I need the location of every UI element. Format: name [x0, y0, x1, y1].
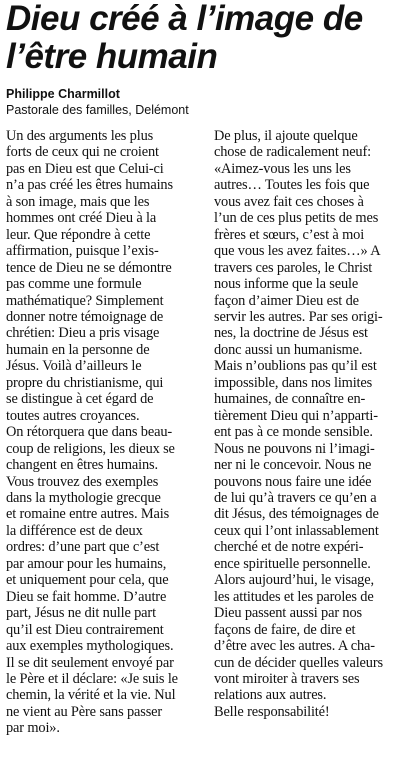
body-text-line: par moi».: [6, 720, 60, 737]
body-text-line: relations aux autres.: [214, 687, 327, 704]
body-text-line: part, Jésus ne dit nulle part: [6, 605, 156, 622]
body-text-line: Dieu passent aussi par nos: [214, 605, 362, 622]
body-text-line: Nous ne pouvons ni l’imagi-: [214, 440, 375, 457]
article-title-line: l’être humain: [6, 37, 218, 76]
body-text-line: travers ces paroles, le Christ: [214, 259, 373, 276]
body-text-line: nes, la doctrine de Jésus est: [214, 325, 368, 342]
text-column-left: [6, 128, 199, 737]
body-text-line: les attitudes et les paroles de: [214, 588, 374, 605]
body-text-line: donc aussi un humanisme.: [214, 341, 363, 358]
body-text-line: et uniquement pour cela, que: [6, 572, 169, 589]
body-text-line: coup de religions, les dieux se: [6, 440, 175, 457]
body-text-line: pas comme une formule: [6, 276, 142, 293]
body-text-line: qu’il est Dieu contrairement: [6, 621, 164, 638]
body-text-line: nous informe que la seule: [214, 276, 359, 293]
body-text-line: dit Jésus, des témoignages de: [214, 506, 379, 523]
body-text-line: ent pas à ce monde sensible.: [214, 424, 373, 441]
body-text-line: n’a pas créé les êtres humains: [6, 177, 173, 194]
body-text-line: façons de faire, de dire et: [214, 621, 356, 638]
body-text-line: la différence est de deux: [6, 522, 143, 539]
body-text-line: pouvons nous faire une idée: [214, 473, 372, 490]
text-column-right: [214, 128, 414, 720]
body-text-line: ner ni le concevoir. Nous ne: [214, 457, 372, 474]
body-text-line: tence de Dieu ne se démontre: [6, 259, 172, 276]
body-text-line: et romaine entre autres. Mais: [6, 506, 170, 523]
body-text-line: que vous les avez faites…» A: [214, 243, 381, 260]
body-text-line: vont miroiter à travers ses: [214, 670, 360, 687]
body-text-line: ceux qui l’ont inlassablement: [214, 522, 379, 539]
body-text-line: Il se dit seulement envoyé par: [6, 654, 174, 671]
body-text-line: affirmation, puisque l’exis-: [6, 243, 159, 260]
body-text-line: servir les autres. Par ses origi-: [214, 308, 383, 325]
article-title-line: Dieu créé à l’image de: [6, 0, 363, 38]
body-text-line: ne vient au Père sans passer: [6, 703, 163, 720]
body-text-line: le Père et il déclare: «Je suis le: [6, 670, 178, 687]
body-text-line: autres… Toutes les fois que: [214, 177, 370, 194]
author-role: Pastorale des familles, Delémont: [6, 103, 189, 117]
body-text-line: hommes ont créé Dieu à la: [6, 210, 157, 227]
body-text-line: d’être avec les autres. A cha-: [214, 638, 375, 655]
article-title: [6, 0, 418, 76]
body-text-line: chose de radicalement neuf:: [214, 144, 371, 161]
body-text-line: chemin, la vérité et la vie. Nul: [6, 687, 176, 704]
body-text-line: cun de décider quelles valeurs: [214, 654, 383, 671]
body-text-line: par amour pour les humains,: [6, 555, 167, 572]
body-text-line: Jésus. Voilà d’ailleurs le: [6, 358, 142, 375]
body-text-line: façon d’aimer Dieu est de: [214, 292, 359, 309]
byline: [6, 86, 416, 118]
body-text-line: dans la mythologie grecque: [6, 489, 161, 506]
body-text-line: Mais n’oublions pas qu’il est: [214, 358, 377, 375]
body-text-line: l’un de ces plus petits de mes: [214, 210, 379, 227]
body-text-line: à son image, mais que les: [6, 193, 150, 210]
body-text-line: Un des arguments les plus: [6, 128, 154, 144]
author-name: Philippe Charmillot: [6, 87, 120, 101]
body-text-line: donner notre témoignage de: [6, 308, 164, 325]
body-text-line: impossible, dans nos limites: [214, 374, 373, 391]
body-text-line: humain en la personne de: [6, 341, 150, 358]
body-text-line: ordres: d’une part que c’est: [6, 539, 160, 556]
body-text-line: frères et sœurs, c’est à moi: [214, 226, 365, 243]
body-text-line: propre du christianisme, qui: [6, 374, 164, 391]
body-text-line: On rétorquera que dans beau-: [6, 424, 173, 441]
body-text-line: pas en Dieu est que Celui-ci: [6, 160, 164, 177]
body-text-line: cherché et de notre expéri-: [214, 539, 364, 556]
body-text-line: se distingue à cet égard de: [6, 391, 154, 408]
body-text-line: «Aimez-vous les uns les: [214, 160, 351, 177]
body-text-line: forts de ceux qui ne croient: [6, 144, 159, 161]
body-text-line: Alors aujourd’hui, le visage,: [214, 572, 374, 589]
body-text-line: vous avez fait ces choses à: [214, 193, 364, 210]
body-text-line: tièrement Dieu qui n’apparti-: [214, 407, 378, 424]
body-text-line: leur. Que répondre à cette: [6, 226, 151, 243]
body-text-line: toutes autres croyances.: [6, 407, 140, 424]
body-text-line: de lui qu’à travers ce qu’en a: [214, 489, 377, 506]
body-text-line: changent en êtres humains.: [6, 457, 158, 474]
body-text-line: Dieu se fait homme. D’autre: [6, 588, 167, 605]
body-text-line: chrétien: Dieu a pris visage: [6, 325, 160, 342]
body-text-line: ence spirituelle personnelle.: [214, 555, 371, 572]
body-text-line: humaines, de connaître en-: [214, 391, 366, 408]
body-text-line: Vous trouvez des exemples: [6, 473, 159, 490]
body-text-line: mathématique? Simplement: [6, 292, 164, 309]
body-text-line: aux exemples mythologiques.: [6, 638, 174, 655]
body-text-line: De plus, il ajoute quelque: [214, 128, 358, 144]
body-text-line: Belle responsabilité!: [214, 703, 330, 720]
